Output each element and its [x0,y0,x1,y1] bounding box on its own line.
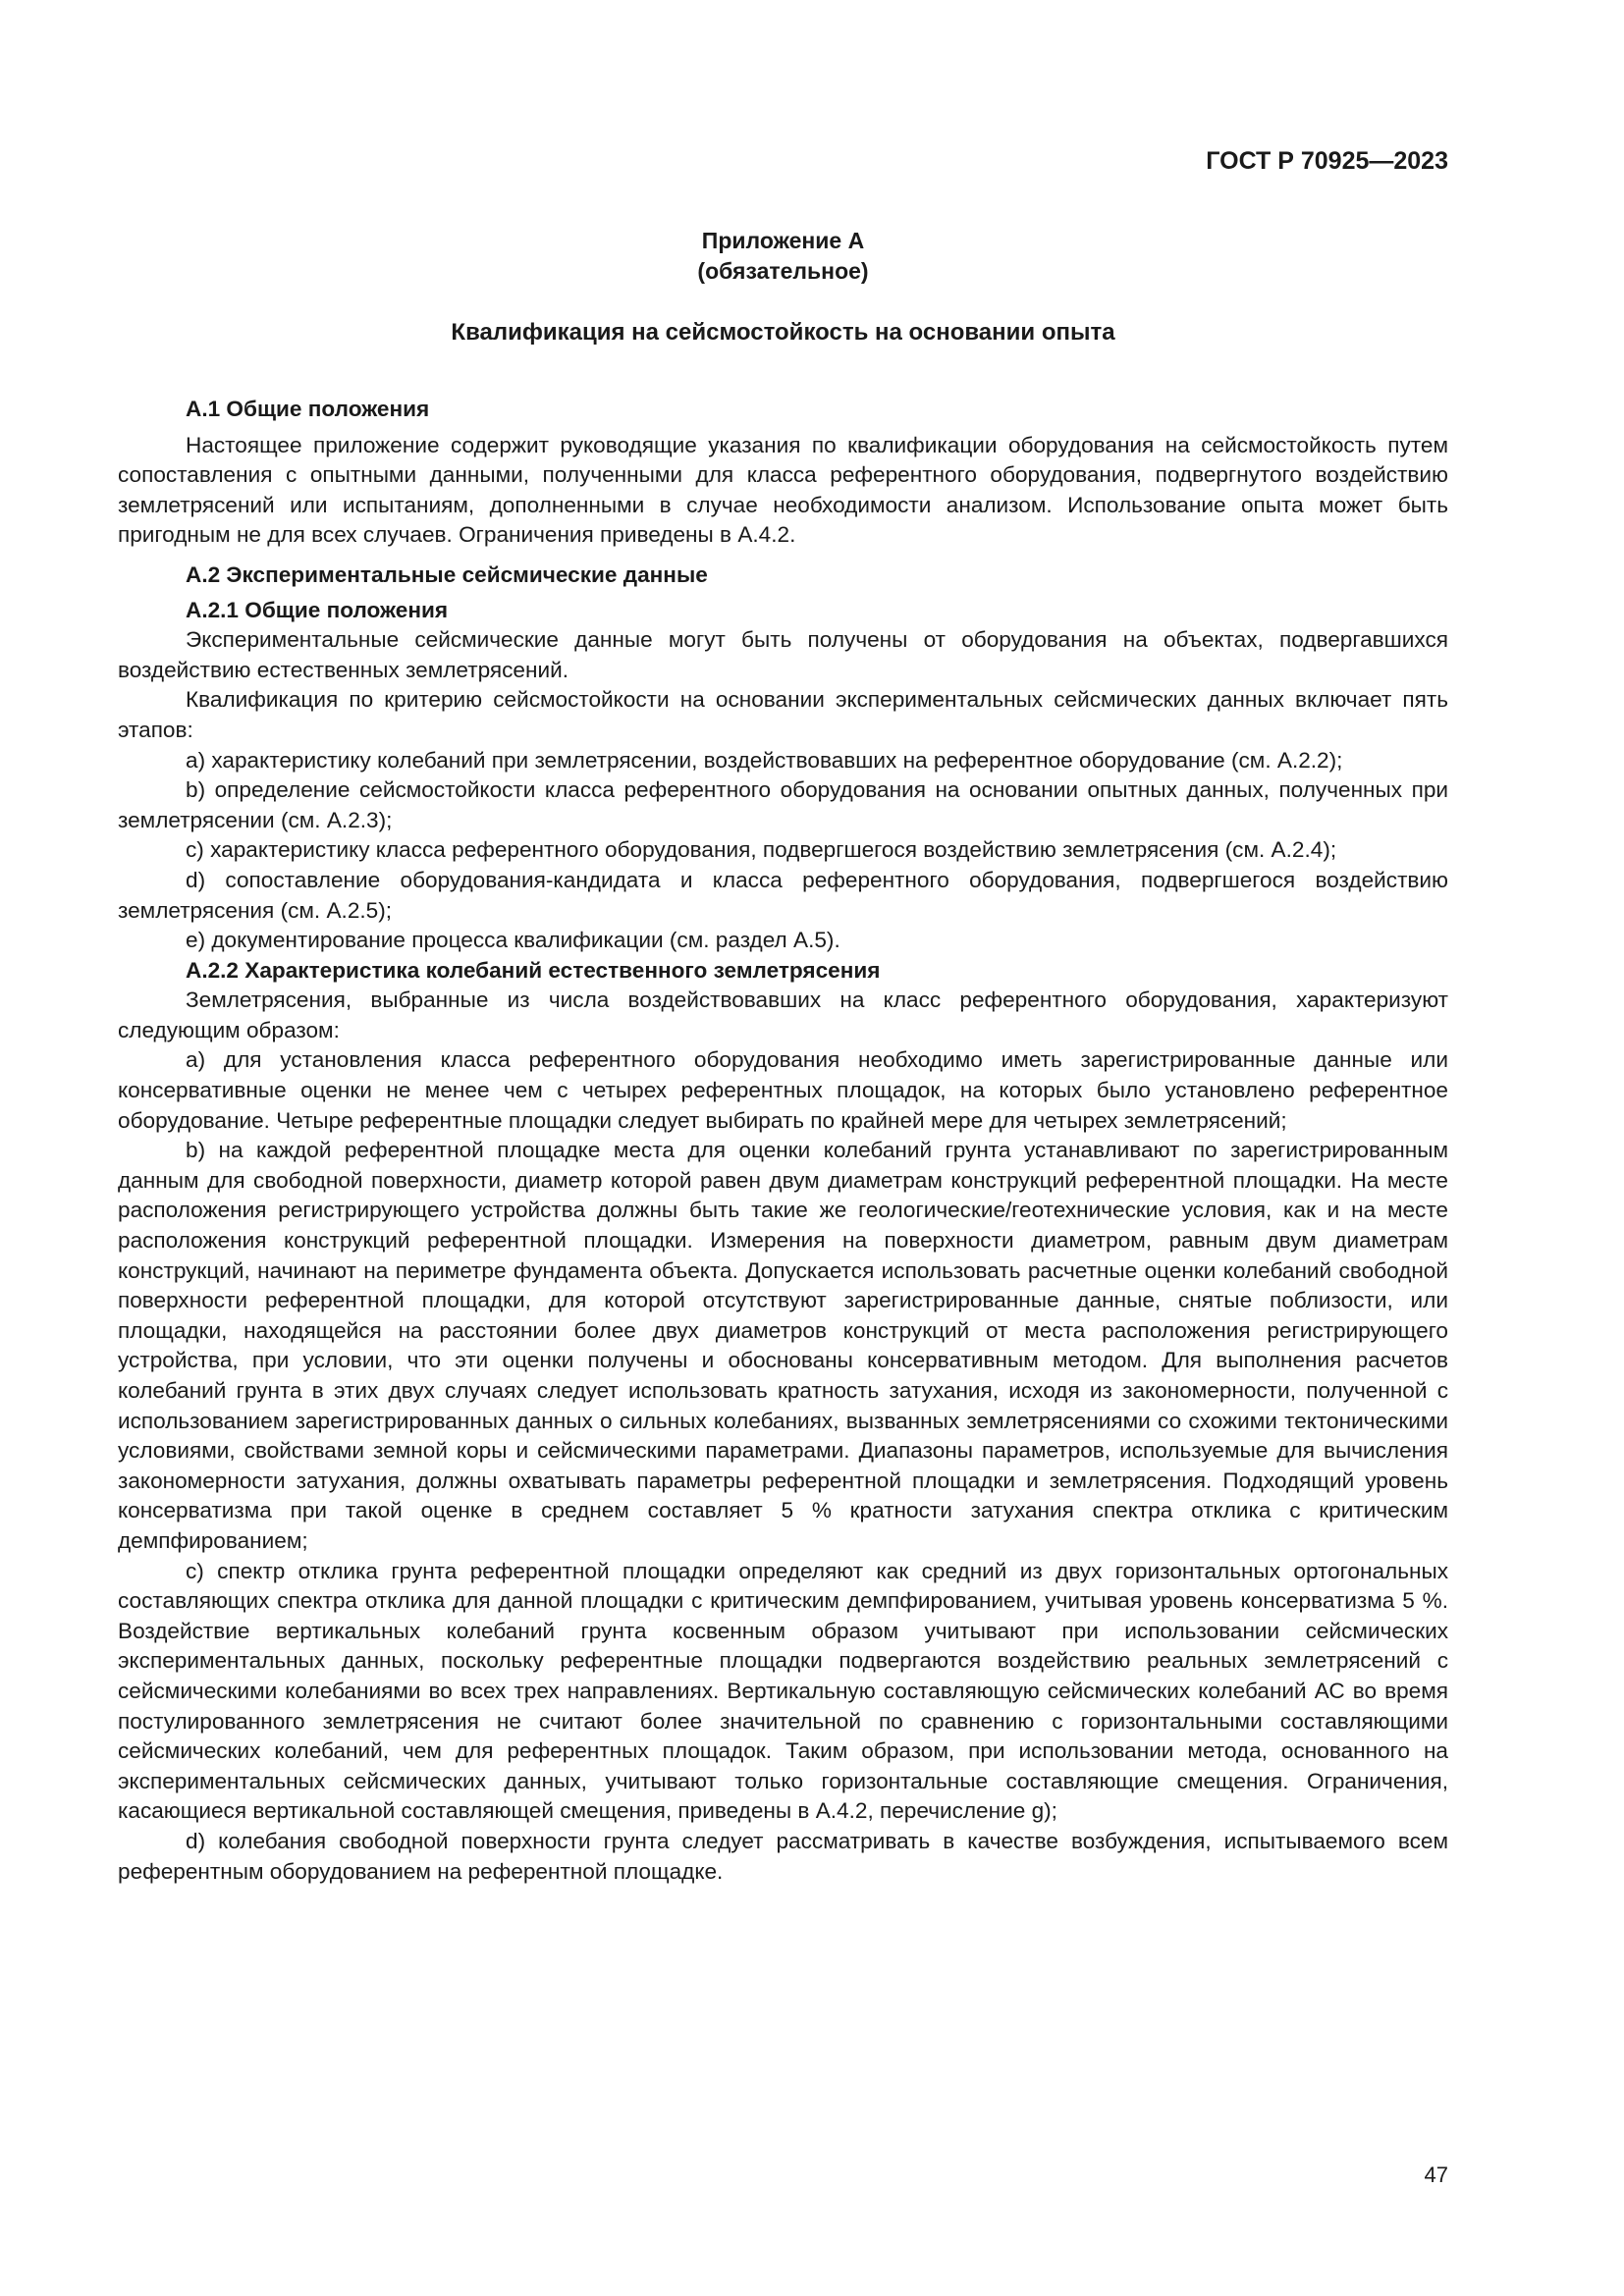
document-body [118,395,1448,1887]
section-a22-paragraph-1: Землетрясения, выбранные из числа воздействовавших на класс референтного оборудования, характеризуют следующим образом: [118,988,1448,1042]
annex-title: Приложение А [701,228,865,253]
list-item-a22-b: b) на каждой референтной площадке места для оценки колебаний грунта устанавливают по зарегистрированным данным для свободной поверхности, диаметр которой равен двум диаметрам конструкций референтной площадки. На месте расположения регистрирующего устройства должны быть такие же геологические/геотехнические условия, как и на месте расположения конструкций референтной площадки. Измерения на поверхности диаметром, равным двум диаметрам конструкций, начинают на периметре фундамента объекта. Допускается использовать расчетные оценки колебаний свободной поверхности референтной площадки, для которой отсутствуют зарегистрированные данные, снятые поблизости, или площадки, находящейся на расстоянии более двух диаметров конструкций от места расположения регистрирующего устройства, при условии, что эти оценки получены и обоснованы консервативным методом. Для выполнения расчетов колебаний грунта в этих двух случаях следует использовать кратность затухания, исходя из закономерности, полученной с использованием зарегистрированных данных о сильных колебаниях, вызванных землетрясениями со схожими тектоническими условиями, свойствами земной коры и сейсмическими параметрами. Диапазоны параметров, используемые для вычисления закономерности затухания, должны охватывать параметры референтной площадки и землетрясения. Подходящий уровень консерватизма при такой оценке в среднем составляет 5 % кратности затухания спектра отклика с критическим демпфированием; [118,1138,1448,1553]
list-item-a22-c: c) спектр отклика грунта референтной площадки определяют как средний из двух горизонтальных ортогональных составляющих спектра отклика для данной площадки с критическим демпфированием, учитывая уровень консерватизма 5 %. Воздействие вертикальных колебаний грунта косвенным образом учитывают при использовании сейсмических экспериментальных данных, поскольку референтные площадки подвергаются воздействию реальных землетрясений с сейсмическими колебаниями во всех трех направлениях. Вертикальную составляющую сейсмических колебаний АС во время постулированного землетрясения не считают более значительной по сравнению с горизонтальными составляющими сейсмических колебаний, чем для референтных площадок. Таким образом, при использовании метода, основанного на экспериментальных сейсмических данных, учитывают только горизонтальные составляющие смещения. Ограничения, касающиеся вертикальной составляющей смещения, приведены в А.4.2, перечисление g); [118,1558,1448,1824]
list-item-a21-a: a) характеристику колебаний при землетрясении, воздействовавших на референтное оборудование (см. А.2.2); [186,747,1343,773]
list-item-a21-e: e) документирование процесса квалификации (см. раздел А.5). [186,928,840,953]
annex-status: (обязательное) [697,258,869,284]
section-a2-heading: А.2 Экспериментальные сейсмические данные [186,561,708,587]
section-a21-paragraph-1: Экспериментальные сейсмические данные могут быть получены от оборудования на объектах, подвергавшихся воздействию естественных землетрясений. [118,627,1448,682]
section-a22-heading: А.2.2 Характеристика колебаний естественного землетрясения [186,957,881,983]
list-item-a21-c: c) характеристику класса референтного оборудования, подвергшегося воздействию землетрясения (см. А.2.4); [186,837,1337,863]
section-a1-paragraph: Настоящее приложение содержит руководящие указания по квалификации оборудования на сейсмостойкость путем сопоставления с опытными данными, полученными для класса референтного оборудования, подвергнутого воздействию землетрясений или испытаниям, дополненными в случае необходимости анализом. Использование опыта может быть пригодным не для всех случаев. Ограничения приведены в А.4.2. [118,432,1448,548]
document-page [118,0,1448,2296]
annex-heading [118,226,1448,287]
list-item-a21-b: b) определение сейсмостойкости класса референтного оборудования на основании опытных данных, полученных при землетрясении (см. А.2.3); [118,777,1448,832]
section-a1-heading: А.1 Общие положения [186,397,430,421]
standard-code: ГОСТ Р 70925—2023 [1206,147,1448,175]
section-a21-heading: А.2.1 Общие положения [186,597,449,622]
section-a21-paragraph-2: Квалификация по критерию сейсмостойкости на основании экспериментальных сейсмических данных включает пять этапов: [118,687,1448,742]
annex-doc-title: Квалификация на сейсмостойкость на основании опыта [451,319,1115,346]
page-number: 47 [1424,2163,1448,2187]
list-item-a21-d: d) сопоставление оборудования-кандидата и класса референтного оборудования, подвергшегося воздействию землетрясения (см. А.2.5); [118,867,1448,923]
list-item-a22-d: d) колебания свободной поверхности грунта следует рассматривать в качестве возбуждения, испытываемого всем референтным оборудованием на референтной площадке. [118,1828,1448,1884]
list-item-a22-a: a) для установления класса референтного оборудования необходимо иметь зарегистрированные данные или консервативные оценки не менее чем с четырех референтных площадок, на которых было установлено референтное оборудование. Четыре референтные площадки следует выбирать по крайней мере для четырех землетрясений; [118,1047,1448,1133]
